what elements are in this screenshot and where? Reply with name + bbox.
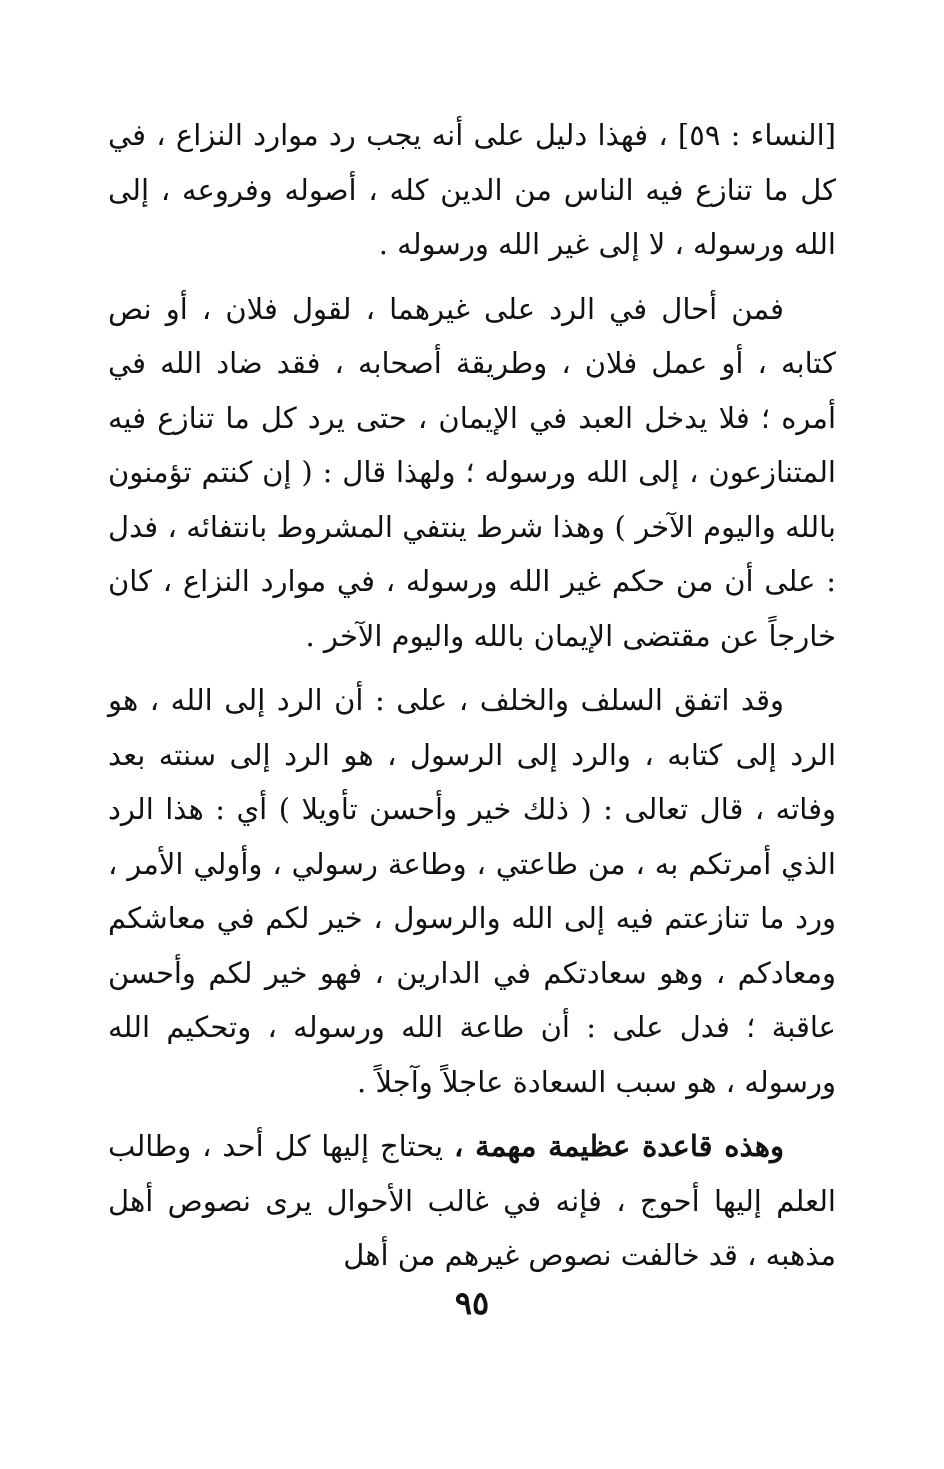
paragraph-3: وقد اتفق السلف والخلف ، على : أن الرد إلى الله ، هو الرد إلى كتابه ، والرد إلى الرسول ، هو الرد إلى سنته بعد وفاته ، قال تعالى : ( ذلك خير وأحسن تأويلا ) أي : هذا الرد الذي أمرتكم به ، من طاعتي ، وطاعة رسولي ، وأولي الأمر ، ورد ما تنازعتم فيه إلى الله والرسول ، خير لكم في معاشكم ومعادكم ، وهو سعادتكم في الدارين ، فهو خير لكم وأحسن عاقبة ؛ فدل على : أن طاعة الله ورسوله ، وتحكيم الله ورسوله ، هو سبب السعادة عاجلاً وآجلاً .	[108, 683, 836, 1099]
paragraph-2: فمن أحال في الرد على غيرهما ، لقول فلان ، أو نص كتابه ، أو عمل فلان ، وطريقة أصحابه ، فقد ضاد الله في أمره ؛ فلا يدخل العبد في الإيمان ، حتى يرد كل ما تنازع فيه المتنازعون ، إلى الله ورسوله ؛ ولهذا قال : ( إن كنتم تؤمنون بالله واليوم الآخر ) وهذا شرط ينتفي المشروط بانتفائه ، فدل : على أن من حكم غير الله ورسوله ، في موارد النزاع ، كان خارجاً عن مقتضى الإيمان بالله واليوم الآخر .	[108, 291, 836, 653]
paragraph-4-lead: وهذه قاعدة عظيمة مهمة ،	[454, 1129, 785, 1163]
paragraph-gap	[108, 272, 836, 282]
paragraph-1: [النساء : ٥٩] ، فهذا دليل على أنه يجب رد موارد النزاع ، في كل ما تنازع فيه الناس من الدين كله ، أصوله وفروعه ، إلى الله ورسوله ، لا إلى غير الله ورسوله .	[108, 118, 836, 261]
paragraph-4	[108, 1119, 836, 1283]
paragraph-gap	[108, 663, 836, 673]
body-text	[108, 108, 836, 1283]
paragraph-gap	[108, 1109, 836, 1119]
paragraph-4-rest: يحتاج إليها كل أحد ، وطالب العلم إليها أحوج ، فإنه في غالب الأحوال يرى نصوص أهل مذهبه ، قد خالفت نصوص غيرهم من أهل	[108, 1129, 836, 1272]
page-number: ٩٥	[454, 1284, 490, 1322]
